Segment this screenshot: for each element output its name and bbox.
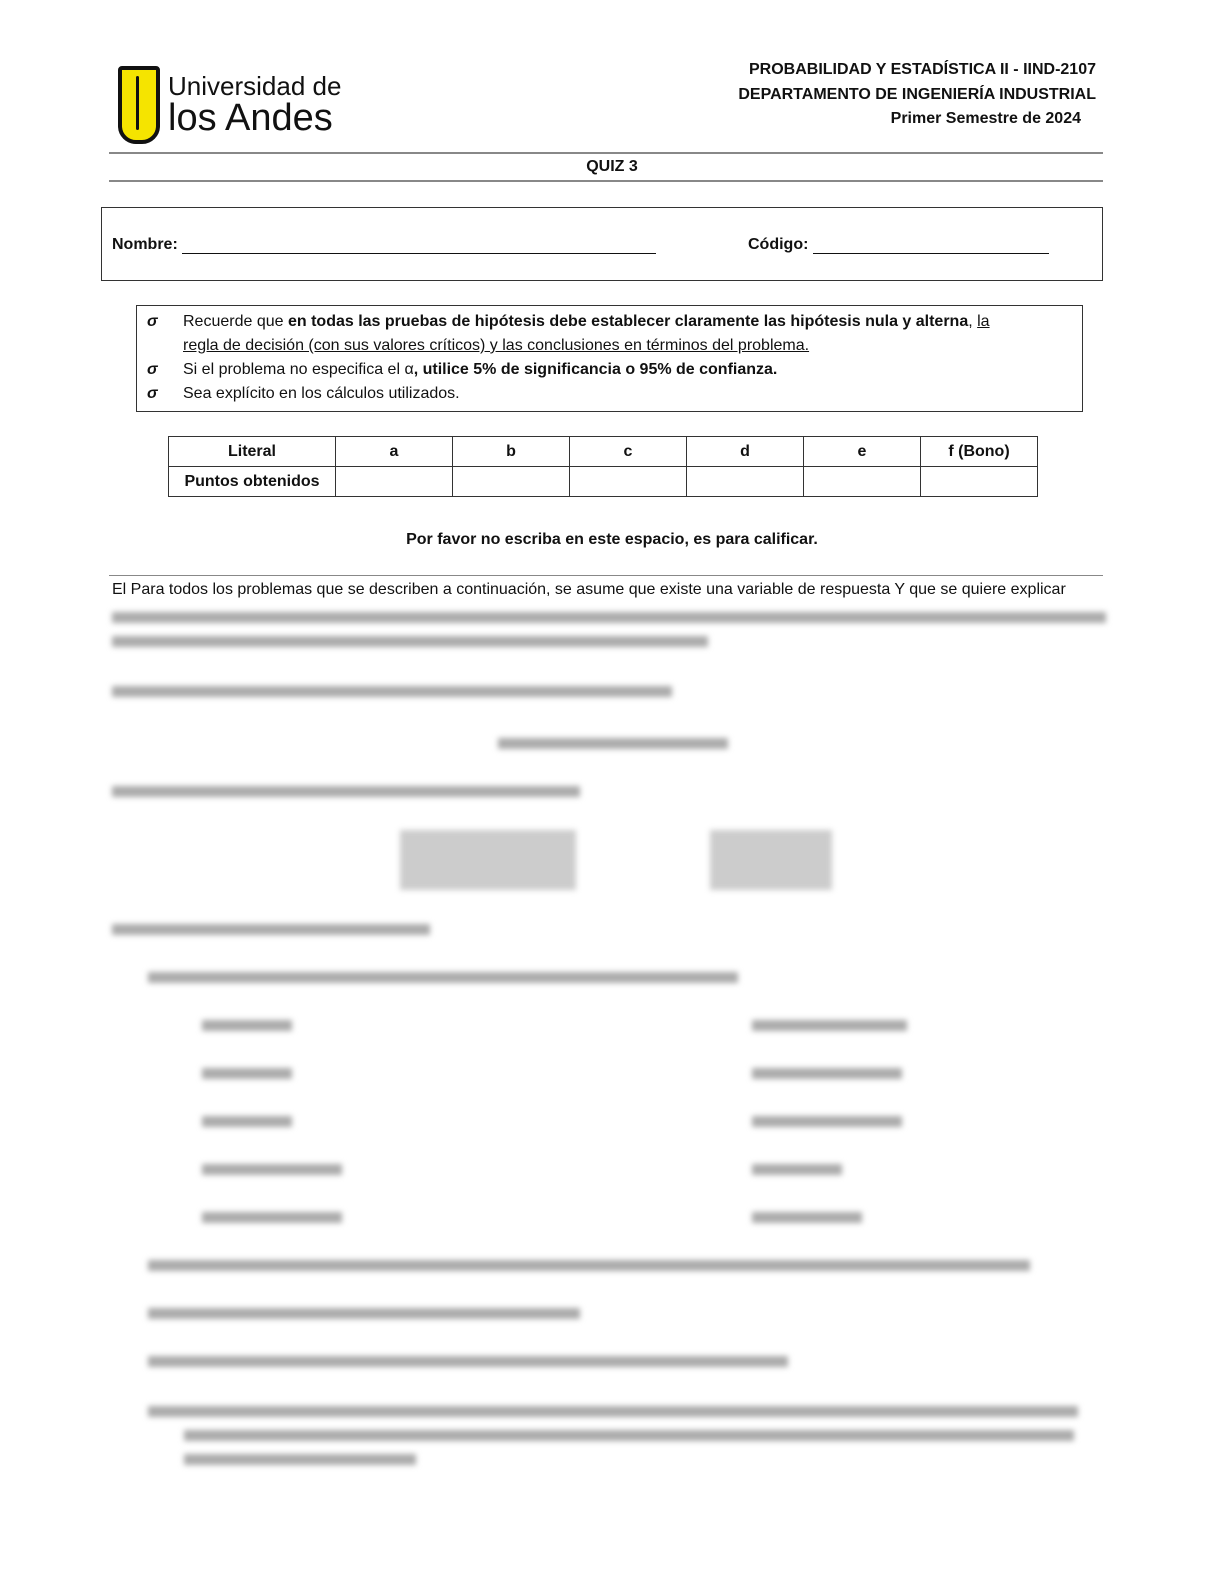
bullet-icon: σ xyxy=(147,313,158,330)
semester: Primer Semestre de 2024 xyxy=(890,110,1081,127)
grading-note: Por favor no escriba en este espacio, es para calificar. xyxy=(406,531,818,548)
score-cell xyxy=(687,467,804,497)
header-cell: b xyxy=(453,437,570,467)
score-cell xyxy=(921,467,1038,497)
divider xyxy=(109,180,1103,182)
divider xyxy=(109,575,1103,576)
name-field[interactable] xyxy=(182,237,656,254)
text: la xyxy=(977,313,990,330)
intro-text: El Para todos los problemas que se describen a continuación, se asume que existe una variable de respuesta Y que se quiere explicar xyxy=(112,581,1066,598)
text: , utilice 5% de significancia o 95% de confianza. xyxy=(413,361,778,378)
logo-line2: los Andes xyxy=(168,97,333,139)
score-cell xyxy=(453,467,570,497)
score-cell xyxy=(804,467,921,497)
instructions-box xyxy=(136,305,1083,412)
grade-table xyxy=(168,436,1038,497)
course-header xyxy=(738,58,1096,132)
code-label: Código: xyxy=(748,236,809,253)
logo-line1: Universidad de xyxy=(168,71,342,101)
text: Sea explícito en los cálculos utilizados. xyxy=(183,385,460,402)
university-logo xyxy=(118,66,341,144)
header-cell: f (Bono) xyxy=(921,437,1038,467)
code-field[interactable] xyxy=(813,237,1049,254)
divider xyxy=(109,152,1103,154)
department: DEPARTAMENTO DE INGENIERÍA INDUSTRIAL xyxy=(738,85,1096,103)
header-cell: c xyxy=(570,437,687,467)
text: en todas las pruebas de hipótesis debe establecer claramente las hipótesis nula y alterna xyxy=(287,313,969,330)
header-cell: d xyxy=(687,437,804,467)
score-cell xyxy=(570,467,687,497)
bullet-icon: σ xyxy=(147,385,158,402)
header-cell: e xyxy=(804,437,921,467)
text: regla de decisión (con sus valores críticos) y las conclusiones en términos del problema. xyxy=(183,337,810,354)
text: , xyxy=(968,313,978,330)
page-title: QUIZ 3 xyxy=(586,158,638,175)
header-cell: a xyxy=(336,437,453,467)
shield-icon xyxy=(118,66,160,144)
student-info-box xyxy=(101,207,1103,281)
name-label: Nombre: xyxy=(112,236,178,253)
row-label: Puntos obtenidos xyxy=(169,467,336,497)
score-cell xyxy=(336,467,453,497)
text: Si el problema no especifica el α xyxy=(183,361,414,378)
bullet-icon: σ xyxy=(147,361,158,378)
course-name: PROBABILIDAD Y ESTADÍSTICA II - IIND-2107 xyxy=(748,61,1096,78)
text: Recuerde que xyxy=(183,313,288,330)
header-cell: Literal xyxy=(169,437,336,467)
blurred-content xyxy=(112,600,1112,1480)
